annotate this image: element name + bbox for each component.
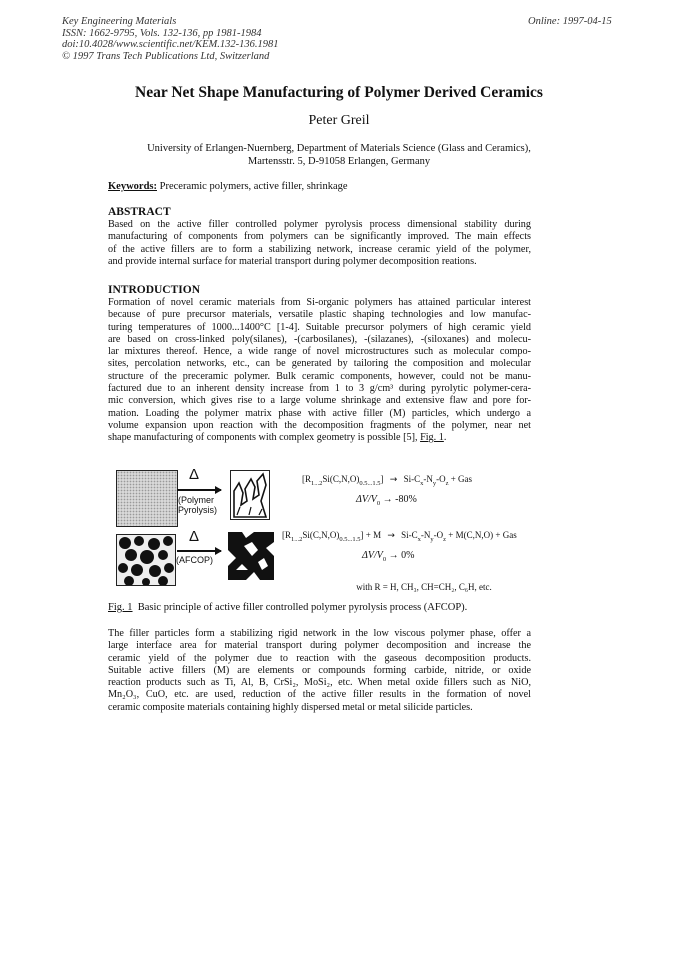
eq1-right-end: + Gas <box>448 474 473 484</box>
eq1-left-sub2: 0.5...1.5 <box>359 479 381 487</box>
intro-line: because of pure precursor materials, versatile plastic shaping technologies and low manufac- <box>108 309 531 321</box>
eq1-sub-x: x <box>420 479 424 487</box>
eq2-ratio: ΔV/V <box>362 550 383 561</box>
online-date: Online: 1997-04-15 <box>528 16 612 27</box>
eq2-left-sub: 1...2 <box>291 535 303 543</box>
abstract-line: manufacturing of components from polymers can be significantly improved. The main effects <box>108 231 531 243</box>
eq1-left-end: ] <box>380 474 384 484</box>
body-line: ceramic composite materials containing highly dispersed metal or metal silicide particles. <box>108 701 473 713</box>
eq1-ratio: ΔV/V <box>356 494 377 505</box>
paper-title: Near Net Shape Manufacturing of Polymer Derived Ceramics <box>135 84 543 101</box>
eq1-left: [R <box>302 474 311 484</box>
eq1-right-n: -N <box>423 474 433 484</box>
abstract-line: and provide internal surface for material transport during polymer decomposition reations. <box>108 255 477 267</box>
equation-2 <box>282 530 517 543</box>
body-line: large interface area for material transport during polymer decomposition and increase the <box>108 640 531 652</box>
intro-line: Formation of novel ceramic materials from Si-organic polymers has attained particular interest <box>108 297 531 308</box>
eq1-sub-y: y <box>432 479 437 487</box>
intro-line: sites, percolation networks, etc., can be generated by tailoring the composition and molecular <box>108 358 531 370</box>
eq1-sub-z: z <box>445 479 449 487</box>
equation-1 <box>302 474 472 487</box>
doi: doi:10.4028/www.scientific.net/KEM.132-136.1981 <box>62 39 279 50</box>
figure-note-text: with R = H, CH₃, CH=CH₂, C₆H, etc. <box>356 582 492 592</box>
equation-2-ratio <box>362 550 414 563</box>
delta-symbol-2: Δ <box>189 528 200 545</box>
composite-network-image <box>228 532 274 580</box>
intro-line: factured due to an inherent density increase from 1 to 3 g/cm³ during pyrolytic polymer-cera- <box>108 383 531 395</box>
eq2-sub-y: y <box>430 535 434 543</box>
eq2-left-end: ] + M <box>360 530 382 540</box>
abstract-line: of the active fillers are to form a stabilizing network, increase ceramic yield of the polymer, <box>108 243 531 255</box>
figure-1 <box>110 464 550 594</box>
equation-1-ratio <box>356 494 417 507</box>
issn: ISSN: 1662-9795, Vols. 132-136, pp 1981-1984 <box>62 27 262 39</box>
intro-line: volume expansion upon reaction with the decomposition fragments of the polymer, near net <box>108 419 531 431</box>
intro-last-end: . <box>443 432 447 444</box>
body-line: Mn₂O₃, CuO, etc. are used, reduction of the active filler results in the formation of novel <box>108 689 531 701</box>
affiliation-line-2: Martensstr. 5, D-91058 Erlangen, Germany <box>247 156 431 167</box>
eq1-left-sub: 1...2 <box>311 479 323 487</box>
eq2-right-n: -N <box>420 530 431 540</box>
fig-1-reference-link[interactable]: Fig. 1 <box>420 432 444 444</box>
publication-info <box>62 16 279 62</box>
eq2-left-mid: Si(C,N,O) <box>302 530 340 540</box>
body-line: reaction products such as Ti, Al, B, CrSi₂, MoSi₂, etc. When metal oxide fillers such as NiO, <box>108 677 531 689</box>
eq1-right: Si-C <box>403 474 421 484</box>
author: Peter Greil <box>308 113 370 128</box>
abstract-heading: ABSTRACT <box>108 206 171 218</box>
eq2-ratio-sub: 0 <box>382 556 387 563</box>
delta-symbol-1: Δ <box>189 466 200 483</box>
affiliation-line-1: University of Erlangen-Nuernberg, Department of Materials Science (Glass and Ceramics), <box>147 143 531 154</box>
body-paragraph-2 <box>108 628 531 714</box>
intro-line: mic conversion, which gives rise to a large volume shrinkage and extensive flaw and pore for- <box>108 395 531 407</box>
polymer-block-image <box>116 470 178 527</box>
eq2-ratio-value: → 0% <box>386 550 415 561</box>
eq2-sub-z: z <box>443 535 447 543</box>
eq2-right-o: -O <box>433 530 444 540</box>
pyrolysis-label <box>178 495 217 515</box>
arrow-right-icon <box>177 489 221 491</box>
intro-line: structure of the preceramic polymer. Bulk ceramic components, however, could not be manu- <box>108 370 531 382</box>
eq2-left-sub2: 0.5...1.5 <box>339 535 361 543</box>
figure-caption-label: Fig. 1 <box>108 602 133 613</box>
intro-last-text: shape manufacturing of components with complex geometry is possible [5], <box>108 432 421 444</box>
figure-note <box>0 582 678 592</box>
eq2-sub-x: x <box>417 535 421 543</box>
afcop-label: (AFCOP) <box>176 555 213 565</box>
eq2-right: Si-C <box>401 530 418 540</box>
journal-name: Key Engineering Materials <box>62 16 177 27</box>
body-line: The filler particles form a stabilizing rigid network in the low viscous polymer phase, offer a <box>108 628 531 639</box>
label-polymer: (Polymer <box>178 495 215 505</box>
shrunk-ceramic-image <box>230 470 270 520</box>
label-pyrolysis: Pyrolysis) <box>178 505 218 515</box>
filler-particles-image <box>116 534 176 586</box>
eq2-left: [R <box>282 530 291 540</box>
abstract-line: Based on the active filler controlled polymer pyrolysis process dimensional stability during <box>108 219 531 230</box>
body-line: ceramic yield of the polymer due to reaction with the gaseous decomposition products. <box>108 652 531 664</box>
figure-caption-text: Basic principle of active filler controlled polymer pyrolysis process (AFCOP). <box>132 602 468 613</box>
intro-line: are based on cross-linked poly(silanes), -(carbosilanes), -(silazanes), -(siloxanes) and molecu- <box>108 333 531 345</box>
eq1-ratio-sub: 0 <box>376 500 381 507</box>
eq1-left-mid: Si(C,N,O) <box>322 474 360 484</box>
eq2-right-end: + M(C,N,O) + Gas <box>446 530 517 540</box>
figure-caption <box>108 602 467 613</box>
eq2-arrow-icon: → <box>387 531 395 541</box>
keywords-label: Keywords: <box>108 181 157 192</box>
affiliation <box>0 142 678 168</box>
intro-line: turing temperatures of 1000...1400°C [1-4]. Suitable precursor polymers of high ceramic yield <box>108 321 531 333</box>
arrow-right-icon <box>177 550 221 552</box>
intro-line: mation. Loading the polymer matrix phase with active filler (M) particles, which undergo a <box>108 407 531 419</box>
intro-line: lar mixtures thereof. Hence, a wide range of novel microstructures such as molecular compo- <box>108 346 531 358</box>
keywords-text: Preceramic polymers, active filler, shrinkage <box>157 181 348 192</box>
eq1-ratio-value: → -80% <box>380 494 417 505</box>
keywords <box>108 181 348 192</box>
eq1-right-o: -O <box>436 474 446 484</box>
abstract-body <box>108 219 531 268</box>
introduction-heading: INTRODUCTION <box>108 284 201 296</box>
copyright: © 1997 Trans Tech Publications Ltd, Switzerland <box>62 50 270 62</box>
introduction-body <box>108 297 531 445</box>
eq1-arrow-icon: → <box>389 475 398 485</box>
body-line: Suitable active fillers (M) are elements or compounds forming carbide, nitride, or oxide <box>108 664 531 676</box>
intro-line-last <box>108 432 531 444</box>
